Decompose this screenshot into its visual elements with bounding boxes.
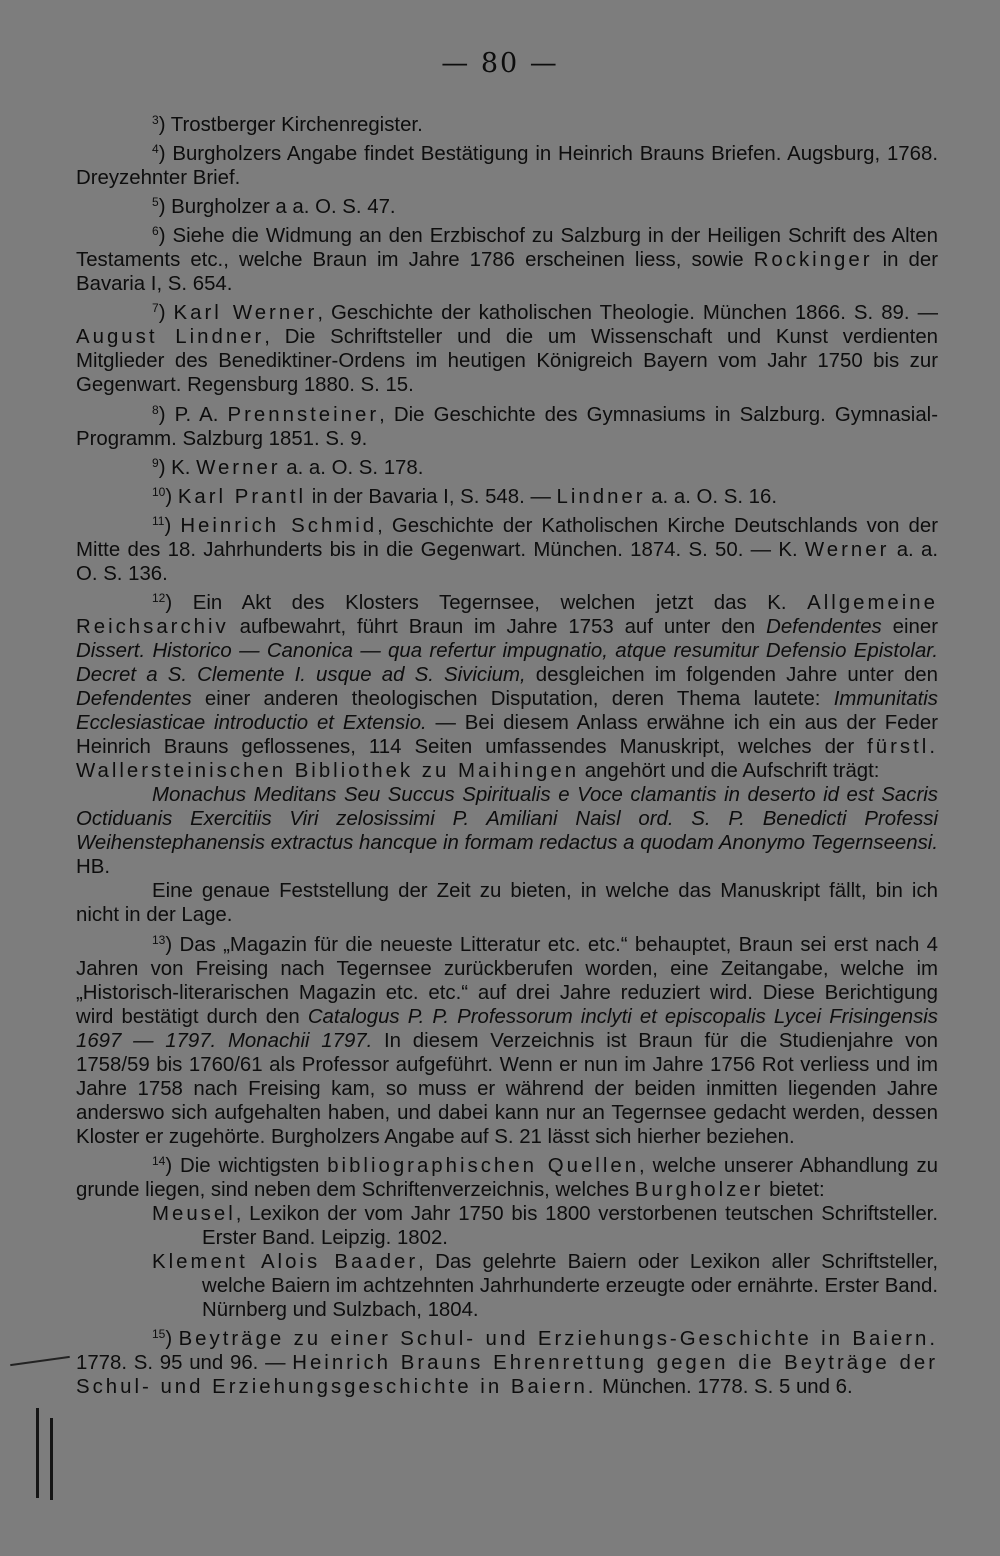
footnote-text: 1778. S. 95 und 96. — (76, 1352, 293, 1375)
footnote-text: , Das gelehrte Baiern oder Lexikon aller Schriftsteller, welche Baiern im achtzehnten Jahrhunderte erzeugte oder ernährte. Erster Band. Nürnberg und Sulzbach, 1804. (202, 1251, 938, 1322)
footnote-marker: 3 (152, 113, 159, 127)
footnote-marker: 8 (152, 402, 159, 417)
footnote-text: August Lindner (76, 326, 265, 349)
footnote-text: a. a. O. S. 16. (645, 485, 778, 508)
footnote-5: $^5$) Burgholzer a a. O. S. 47. (152, 195, 396, 219)
margin-dash-mark (10, 1356, 70, 1366)
footnote-text: Defendentes (76, 688, 192, 711)
footnote-text: Siehe die Widmung an den Erzbischof zu Salzburg in der Heiligen Schrift des Alten Testaments etc., welche Braun im Jahre 1786 erscheinen liess, sowie (76, 225, 938, 272)
footnote-7: $^7$) Karl Werner, Geschichte der katholischen Theologie. München 1866. S. 89. — August Lindner, Die Schriftsteller und die um Wissenschaft und Kunst verdienten Mitglieder des Benediktiner-Ordens im heutigen Königreich Bayern vom Jahr 1750 bis zur Gegenwart. Regensburg 1880. S. 15. (76, 301, 938, 397)
footnote-text: Rockinger (753, 249, 873, 272)
footnote-text: Meusel (152, 1203, 236, 1226)
footnote-text: Lindner (556, 485, 646, 508)
footnote-paragraph (76, 1250, 938, 1322)
footnote-marker: 5 (152, 195, 159, 210)
footnote-text: München. 1778. S. 5 und 6. (596, 1376, 853, 1399)
footnote-text: Defendentes (766, 615, 882, 638)
footnote-text: , Lexikon der vom Jahr 1750 bis 1800 verstorbenen teutschen Schriftsteller. Erster Band. Leipzig. 1802. (202, 1203, 938, 1250)
footnotes-block (76, 108, 938, 1399)
footnote-marker: 14 (152, 1153, 166, 1168)
footnote-paragraph (76, 1202, 938, 1250)
footnote-text: Klement Alois Baader (152, 1251, 419, 1274)
footnote-text: fürstl. Wallersteinischen Bibliothek zu Maihingen (76, 736, 938, 783)
footnote-marker: 11 (152, 513, 165, 528)
footnote-text: Burgholzers Angabe findet Bestätigung in Heinrich Brauns Briefen. Augsburg, 1768. Dreyzehnter Brief. (76, 143, 938, 190)
footnote-text: , Geschichte der Katholischen Kirche Deutschlands von der Mitte des 18. Jahrhunderts bis in die Gegenwart. München. 1874. S. 50. — K. (76, 514, 938, 561)
footnote-text: Monachus Meditans Seu Succus Spiritualis e Voce clamantis in deserto id est Sacris Octiduanis Exercitiis Viri zelosissimi P. Amiliani Naisl ord. S. P. Benedicti Professi Weihenstephanensis extractus hancque in formam redactus a quodam Anonymo Tegernseensi. (76, 784, 938, 855)
footnote-text: Eine genaue Feststellung der Zeit zu bieten, in welche das Manuskript fällt, bin ich nicht in der Lage. (76, 880, 938, 927)
footnote-text: desgleichen im folgenden Jahre unter den (525, 663, 938, 686)
footnote-text: Dissert. Historico — Canonica — qua refertur impugnatio, atque resumitur Defensio Epistolar. Decret a S. Clemente I. usque ad S. Sivicium, (76, 639, 938, 686)
footnote-text: K. (171, 456, 197, 479)
footnote-marker: 13 (152, 932, 166, 947)
footnote-13: $^{13}$) Das „Magazin für die neueste Litteratur etc. etc.“ behauptet, Braun sei erst nach 4 Jahren von Freising nach Tegernsee zurückberufen worden, eine Zeitangabe, welche im „Historisch-literarischen Magazin etc. etc.“ auf drei Jahre reduziert wird. Diese Berichtigung wird bestätigt durch den Catalogus P. P. Professorum inclyti et episcopalis Lycei Frisingensis 1697 — 1797. Monachii 1797. In diesem Verzeichnis ist Braun für die Studienjahre von 1758/59 bis 1760/61 als Professor aufgeführt. Wenn er nun im Jahre 1756 Rot verliess und im Jahre 1758 nach Freising kam, so muss er während der beiden inmitten liegenden Jahre anderswo sich aufgehalten haben, und dabei kann nur an Tegernsee gedacht werden, dessen Kloster er zugehörte. Burgholzers Angabe auf S. 21 lässt sich hierher beziehen. (76, 932, 938, 1148)
footnote-text: HB. (76, 856, 110, 879)
footnote-marker: 9 (152, 455, 159, 470)
footnote-text: Catalogus P. P. Professorum inclyti et episcopalis Lycei Frisingensis 1697 — 1797. Monachii 1797. (76, 1005, 938, 1052)
footnote-text: in der Bavaria I, S. 654. (76, 249, 938, 296)
footnote-text: Karl Werner (173, 302, 318, 325)
footnote-text: Burgholzer a a. O. S. 47. (171, 196, 396, 219)
footnote-6: $^6$) Siehe die Widmung an den Erzbischof zu Salzburg in der Heiligen Schrift des Alten Testaments etc., welche Braun im Jahre 1786 erscheinen liess, sowie Rockinger in der Bavaria I, S. 654. (76, 224, 938, 296)
footnote-11: $^{11}$) Heinrich Schmid, Geschichte der Katholischen Kirche Deutschlands von der Mitte des 18. Jahrhunderts bis in die Gegenwart. München. 1874. S. 50. — K. Werner a. a. O. S. 136. (76, 513, 939, 585)
footnote-4: $^4$) Burgholzers Angabe findet Bestätigung in Heinrich Brauns Briefen. Augsburg, 1768. Dreyzehnter Brief. (76, 142, 938, 190)
footnote-paragraph (76, 783, 938, 879)
footnote-10: $^{10}$) Karl Prantl in der Bavaria I, S. 548. — Lindner a. a. O. S. 16. (152, 484, 778, 508)
footnote-text: Heinrich Schmid (180, 514, 378, 537)
footnote-text: Werner (196, 456, 281, 479)
footnote-text: P. A. (174, 403, 228, 426)
footnote-text: Karl Prantl (177, 485, 307, 508)
footnote-text: — Bei diesem Anlass erwähne ich ein aus der Feder Heinrich Brauns geflossenes, 114 Seiten umfassendes Manuskript, welches der (76, 712, 938, 759)
footnote-text: Heinrich Brauns Ehrenrettung gegen die Beyträge der Schul- und Erziehungsgeschichte in Baiern. (76, 1352, 938, 1399)
footnote-marker: 12 (152, 590, 166, 605)
footnote-text: Die wichtigsten (180, 1154, 328, 1177)
footnote-text: In diesem Verzeichnis ist Braun für die Studienjahre von 1758/59 bis 1760/61 als Professor aufgeführt. Wenn er nun im Jahre 1756 Rot verliess und im Jahre 1758 nach Freising kam, so muss er während der beiden inmitten liegenden Jahre anderswo sich aufgehalten haben, und dabei kann nur an Tegernsee gedacht werden, dessen Kloster er zugehörte. Burgholzers Angabe auf S. 21 lässt sich hierher beziehen. (76, 1029, 938, 1148)
footnote-text: a. a. O. S. 136. (76, 538, 939, 585)
page-number: — 80 — (441, 48, 559, 79)
margin-mark-line (36, 1408, 39, 1498)
footnote-text: , Geschichte der katholischen Theologie. München 1866. S. 89. — (317, 302, 938, 325)
footnote-text: Ein Akt des Klosters Tegernsee, welchen jetzt das K. (192, 591, 808, 614)
footnote-marker: 6 (152, 224, 159, 239)
footnote-15: $^{15}$) Beyträge zu einer Schul- und Erziehungs-Geschichte in Baiern. 1778. S. 95 und 96. — Heinrich Brauns Ehrenrettung gegen die Beyträge der Schul- und Erziehungsgeschichte in Baiern. München. 1778. S. 5 und 6. (76, 1327, 938, 1399)
footnote-text: Beyträge zu einer Schul- und Erziehungs-Geschichte in Baiern. (178, 1328, 938, 1351)
footnote-text: in der Bavaria I, S. 548. — (306, 485, 557, 508)
footnote-text: Das „Magazin für die neueste Litteratur etc. etc.“ behauptet, Braun sei erst nach 4 Jahren von Freising nach Tegernsee zurückberufen worden, eine Zeitangabe, welche im „Historisch-literarischen Magazin etc. etc.“ auf drei Jahre reduziert wird. Diese Berichtigung wird bestätigt durch den (76, 933, 938, 1028)
footnote-text: Trostberger Kirchenregister. (170, 114, 423, 136)
footnote-text: Allgemeine Reichsarchiv (76, 591, 938, 638)
footnote-9: $^9$) K. Werner a. a. O. S. 178. (152, 455, 424, 479)
footnote-text: aufbewahrt, führt Braun im Jahre 1753 auf unter den (228, 615, 767, 638)
footnote-text: Prennsteiner (227, 403, 380, 426)
footnote-text: angehört und die Aufschrift trägt: (579, 760, 880, 783)
footnote-marker: 15 (152, 1327, 166, 1342)
footnote-text: , welche unserer Abhandlung zu grunde liegen, sind neben dem Schriftenverzeichnis, welches (76, 1154, 939, 1201)
footnote-8: $^8$) P. A. Prennsteiner, Die Geschichte des Gymnasiums in Salzburg. Gymnasial-Programm. Salzburg 1851. S. 9. (76, 402, 938, 450)
footnote-12: $^{12}$) Ein Akt des Klosters Tegernsee, welchen jetzt das K. Allgemeine Reichsarchiv aufbewahrt, führt Braun im Jahre 1753 auf unter den Defendentes einer Dissert. Historico — Canonica — qua refertur impugnatio, atque resumitur Defensio Epistolar. Decret a S. Clemente I. usque ad S. Sivicium, desgleichen im folgenden Jahre unter den Defendentes einer anderen theologischen Disputation, deren Thema lautete: Immunitatis Ecclesiasticae introductio et Extensio. — Bei diesem Anlass erwähne ich ein aus der Feder Heinrich Brauns geflossenes, 114 Seiten umfassendes Manuskript, welches der fürstl. Wallersteinischen Bibliothek zu Maihingen angehört und die Aufschrift trägt: (76, 590, 938, 783)
footnote-text: , Die Geschichte des Gymnasiums in Salzburg. Gymnasial-Programm. Salzburg 1851. S. 9. (76, 403, 938, 450)
footnote-text: bietet: (763, 1178, 825, 1201)
footnote-text: a. a. O. S. 178. (280, 456, 424, 479)
footnote-text: Burgholzer (634, 1178, 764, 1201)
footnote-marker: 10 (152, 484, 166, 499)
footnote-marker: 4 (152, 142, 159, 157)
footnote-text: einer (881, 615, 938, 638)
footnote-text: , Die Schriftsteller und die um Wissenschaft und Kunst verdienten Mitglieder des Benediktiner-Ordens im heutigen Königreich Bayern vom Jahr 1750 bis zur Gegenwart. Regensburg 1880. S. 15. (76, 326, 938, 397)
footnote-text: bibliographischen Quellen (327, 1154, 640, 1177)
footnote-text: Werner (804, 538, 890, 561)
footnote-3: $^3$) Trostberger Kirchenregister. (152, 113, 423, 136)
margin-mark-line (50, 1418, 53, 1500)
footnote-paragraph (76, 879, 938, 927)
footnote-text: einer anderen theologischen Disputation, deren Thema lautete: (191, 688, 834, 711)
footnote-text: Immunitatis Ecclesiasticae introductio et Extensio. (76, 688, 938, 735)
footnote-marker: 7 (152, 301, 159, 316)
footnote-14: $^{14}$) Die wichtigsten bibliographischen Quellen, welche unserer Abhandlung zu grunde liegen, sind neben dem Schriftenverzeichnis, welches Burgholzer bietet: (76, 1153, 939, 1201)
